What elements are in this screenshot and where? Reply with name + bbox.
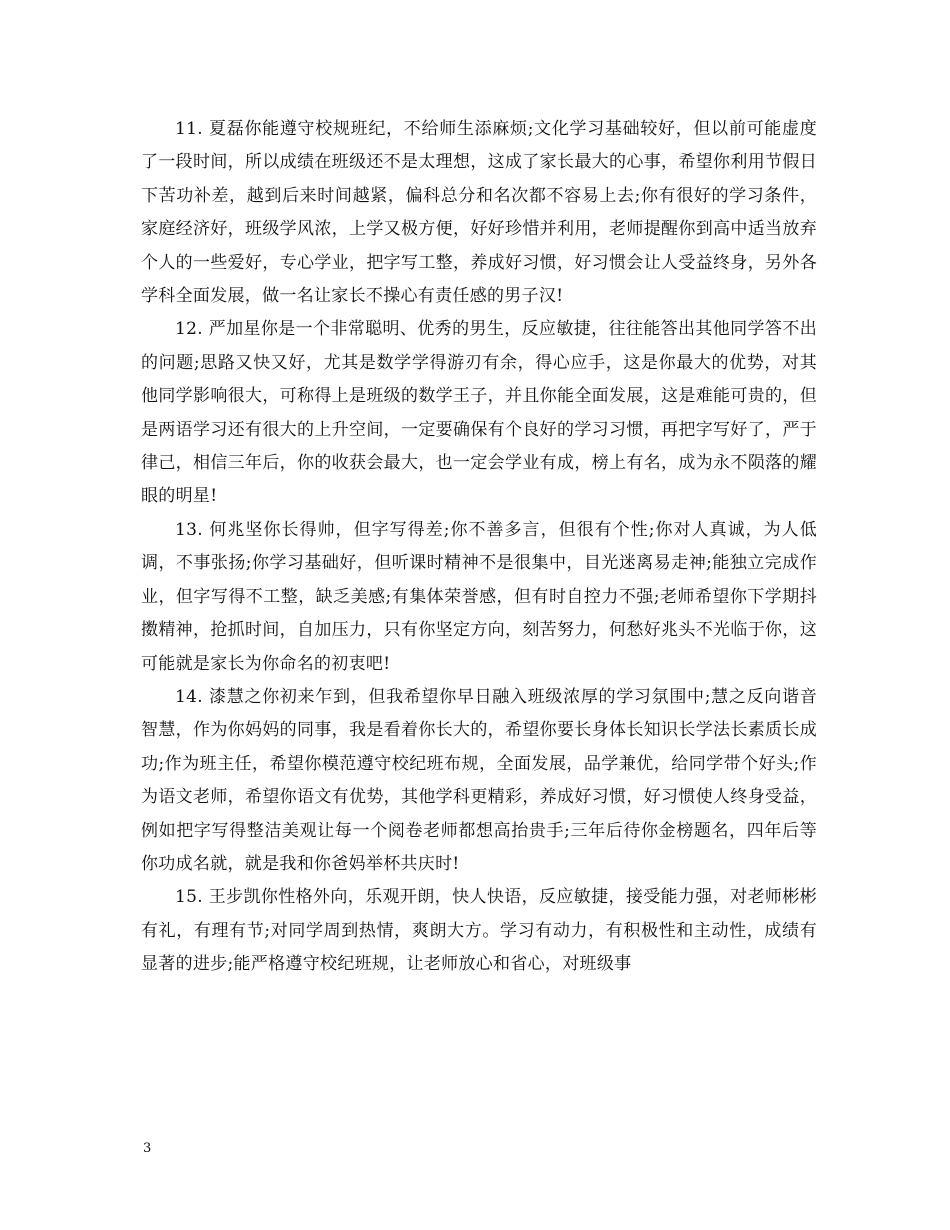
page-number: 3 (143, 1141, 152, 1156)
document-body (141, 113, 817, 982)
paragraph-13: 13. 何兆坚你长得帅，但字写得差;你不善多言，但很有个性;你对人真诚，为人低调，不事张扬;你学习基础好，但听课时精神不是很集中，目光迷离易走神;能独立完成作业，但字写得不工整，缺乏美感;有集体荣誉感，但有时自控力不强;老师希望你下学期抖擞精神，抢抓时间，自加压力，只有你坚定方向，刻苦努力，何愁好兆头不光临于你，这可能就是家长为你命名的初衷吧! (141, 519, 817, 674)
paragraph-11: 11. 夏磊你能遵守校规班纪，不给师生添麻烦;文化学习基础较好，但以前可能虚度了一段时间，所以成绩在班级还不是太理想，这成了家长最大的心事，希望你利用节假日下苦功补差，越到后来时间越紧，偏科总分和名次都不容易上去;你有很好的学习条件，家庭经济好，班级学风浓，上学又极方便，好好珍惜并利用，老师提醒你到高中适当放弃个人的一些爱好，专心学业，把字写工整，养成好习惯，好习惯会让人受益终身，另外各学科全面发展，做一名让家长不操心有责任感的男子汉! (141, 119, 817, 307)
paragraph-12: 12. 严加星你是一个非常聪明、优秀的男生，反应敏捷，往往能答出其他同学答不出的问题;思路又快又好，尤其是数学学得游刃有余，得心应手，这是你最大的优势，对其他同学影响很大，可称得上是班级的数学王子，并且你能全面发展，这是难能可贵的，但是两语学习还有很大的上升空间，一定要确保有个良好的学习习惯，再把字写好了，严于律己，相信三年后，你的收获会最大，也一定会学业有成，榜上有名，成为永不陨落的耀眼的明星! (141, 319, 817, 507)
paragraph-15: 15. 王步凯你性格外向，乐观开朗，快人快语，反应敏捷，接受能力强，对老师彬彬有礼，有理有节;对同学周到热情，爽朗大方。学习有动力，有积极性和主动性，成绩有显著的进步;能严格遵守校纪班规，让老师放心和省心，对班级事 (141, 887, 817, 975)
paragraph-14: 14. 漆慧之你初来乍到，但我希望你早日融入班级浓厚的学习氛围中;慧之反向谐音智慧，作为你妈妈的同事，我是看着你长大的，希望你要长身体长知识长学法长素质长成功;作为班主任，希望你模范遵守校纪班布规，全面发展，品学兼优，给同学带个好头;作为语文老师，希望你语文有优势，其他学科更精彩，养成好习惯，好习惯使人终身受益，例如把字写得整洁美观让每一个阅卷老师都想高抬贵手;三年后待你金榜题名，四年后等你功成名就，就是我和你爸妈举杯共庆时! (141, 686, 817, 874)
